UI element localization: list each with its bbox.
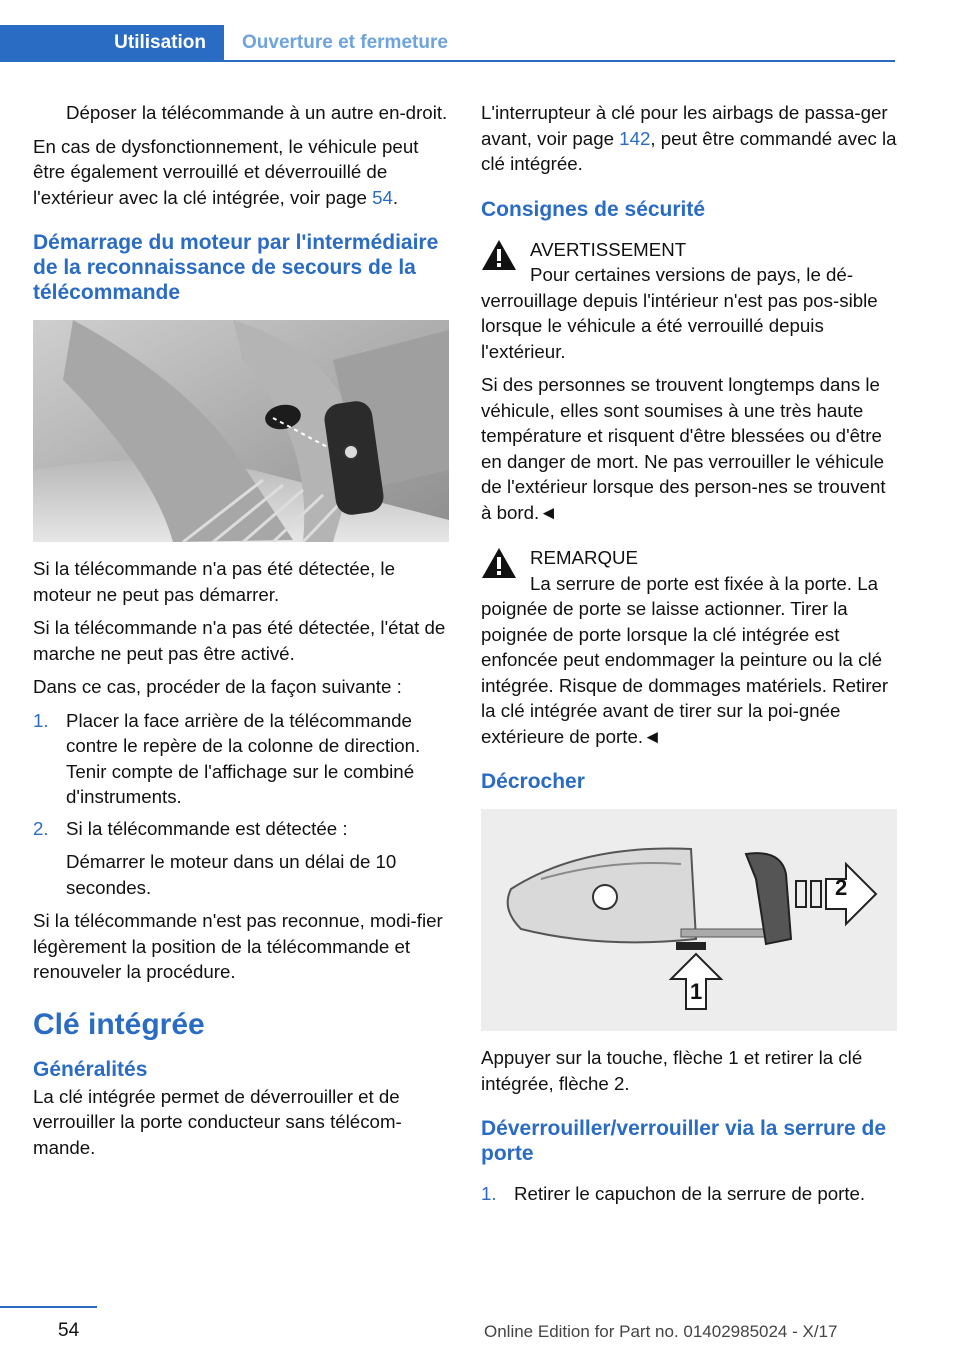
step-number: 1.	[33, 709, 49, 731]
page-link[interactable]: 54	[372, 186, 393, 208]
paragraph: Si la télécommande n'a pas été détectée, l'état de marche ne peut pas être activé.	[33, 617, 446, 664]
section-heading: Déverrouiller/verrouiller via la serrure de porte	[481, 1117, 887, 1165]
note-title: REMARQUE	[530, 547, 638, 568]
chapter-heading: Clé intégrée	[33, 1007, 205, 1041]
paragraph	[481, 100, 897, 177]
tab-utilisation[interactable]: Utilisation	[0, 25, 224, 61]
page-link[interactable]: 142	[619, 127, 651, 149]
figure-label-2: 2	[835, 875, 848, 900]
paragraph: Appuyer sur la touche, flèche 1 et retirer la clé intégrée, flèche 2.	[481, 1047, 863, 1094]
note-text	[481, 571, 897, 750]
key-removal-figure	[481, 809, 897, 1031]
step-number: 2.	[33, 817, 49, 839]
steering-column-photo	[33, 320, 449, 542]
section-heading: Consignes de sécurité	[481, 197, 706, 221]
warning-text	[481, 262, 897, 364]
figure-label-1: 1	[690, 979, 703, 1004]
warning-text: Si des personnes se trouvent longtemps dans le véhicule, elles sont soumises à une très haute température et risquent d'être blessées ou d'être en danger de mort. Ne pas verrouiller le véhicule de l'extérieur lorsque des person-nes se trouvent à bord.◄	[481, 374, 886, 523]
steering-column-illustration	[33, 320, 449, 542]
paragraph: Si la télécommande n'est pas reconnue, modi-fier légèrement la position de la télécommande et renouveler la procédure.	[33, 910, 443, 982]
section-heading: Démarrage du moteur par l'intermédiaire de la reconnaissance de secours de la télécommande	[33, 231, 439, 304]
warning-title: AVERTISSEMENT	[530, 238, 687, 260]
step-text: Si la télécommande est détectée :	[66, 817, 348, 839]
steps-list	[481, 1181, 897, 1207]
paragraph: Déposer la télécommande à un autre en-droit.	[66, 102, 448, 123]
text: .	[392, 186, 399, 208]
text: , peut être commandé avec la clé intégrée.	[481, 127, 897, 174]
left-column	[33, 100, 449, 1168]
paragraph: Démarrer le moteur dans un délai de 10 secondes.	[66, 851, 397, 898]
paragraph	[33, 134, 449, 211]
step-number: 1.	[481, 1183, 497, 1204]
note-block	[481, 545, 897, 749]
section-heading: Généralités	[33, 1057, 148, 1081]
text: En cas de dysfonctionnement, le véhicule peut être également verrouillé et déverrouillé de l'extérieur avec la clé intégrée, voir page	[33, 135, 419, 208]
text: Pour certaines versions de pays, le dé-verrouillage depuis l'intérieur n'est pas pos-sible lorsque le véhicule a été verrouillé depuis l'extérieur.	[481, 264, 878, 362]
step-text: Retirer le capuchon de la serrure de porte.	[514, 1183, 866, 1204]
footer-rule	[0, 1306, 97, 1308]
paragraph: Si la télécommande n'a pas été détectée, le moteur ne peut pas démarrer.	[33, 558, 395, 605]
list-item	[33, 816, 449, 842]
paragraph: La clé intégrée permet de déverrouiller et de verrouiller la porte conducteur sans télécom-mande.	[33, 1085, 402, 1158]
text: La serrure de porte est fixée à la porte. La poignée de porte se laisse actionner. Tirer la poignée de porte lorsque la clé intégrée est enfoncée peut endommager la peinture ou la clé intégrée. Risque de dommages matériels. Retirer la clé intégrée avant de tirer sur la poi-gnée extérieure de porte.◄	[481, 572, 889, 747]
steps-list	[33, 708, 449, 842]
warning-block	[481, 237, 897, 526]
section-heading: Décrocher	[481, 770, 585, 793]
header-rule	[0, 60, 895, 62]
list-item	[33, 708, 449, 810]
warning-triangle-icon	[481, 547, 517, 579]
right-column	[481, 100, 897, 1215]
warning-triangle-icon	[481, 239, 517, 271]
step-text: Placer la face arrière de la télécommande contre le repère de la colonne de direction. Tenir compte de l'affichage sur le combiné d'instruments.	[66, 709, 421, 807]
edition-note: Online Edition for Part no. 01402985024 - X/17	[484, 1322, 838, 1341]
list-item	[481, 1181, 897, 1207]
page-number: 54	[58, 1320, 80, 1341]
text: L'interrupteur à clé pour les airbags de passa-ger avant, voir page	[481, 102, 888, 149]
tab-ouverture-fermeture[interactable]: Ouverture et fermeture	[242, 32, 448, 53]
key-removal-illustration	[481, 809, 897, 1031]
paragraph: Dans ce cas, procéder de la façon suivante :	[33, 676, 402, 697]
